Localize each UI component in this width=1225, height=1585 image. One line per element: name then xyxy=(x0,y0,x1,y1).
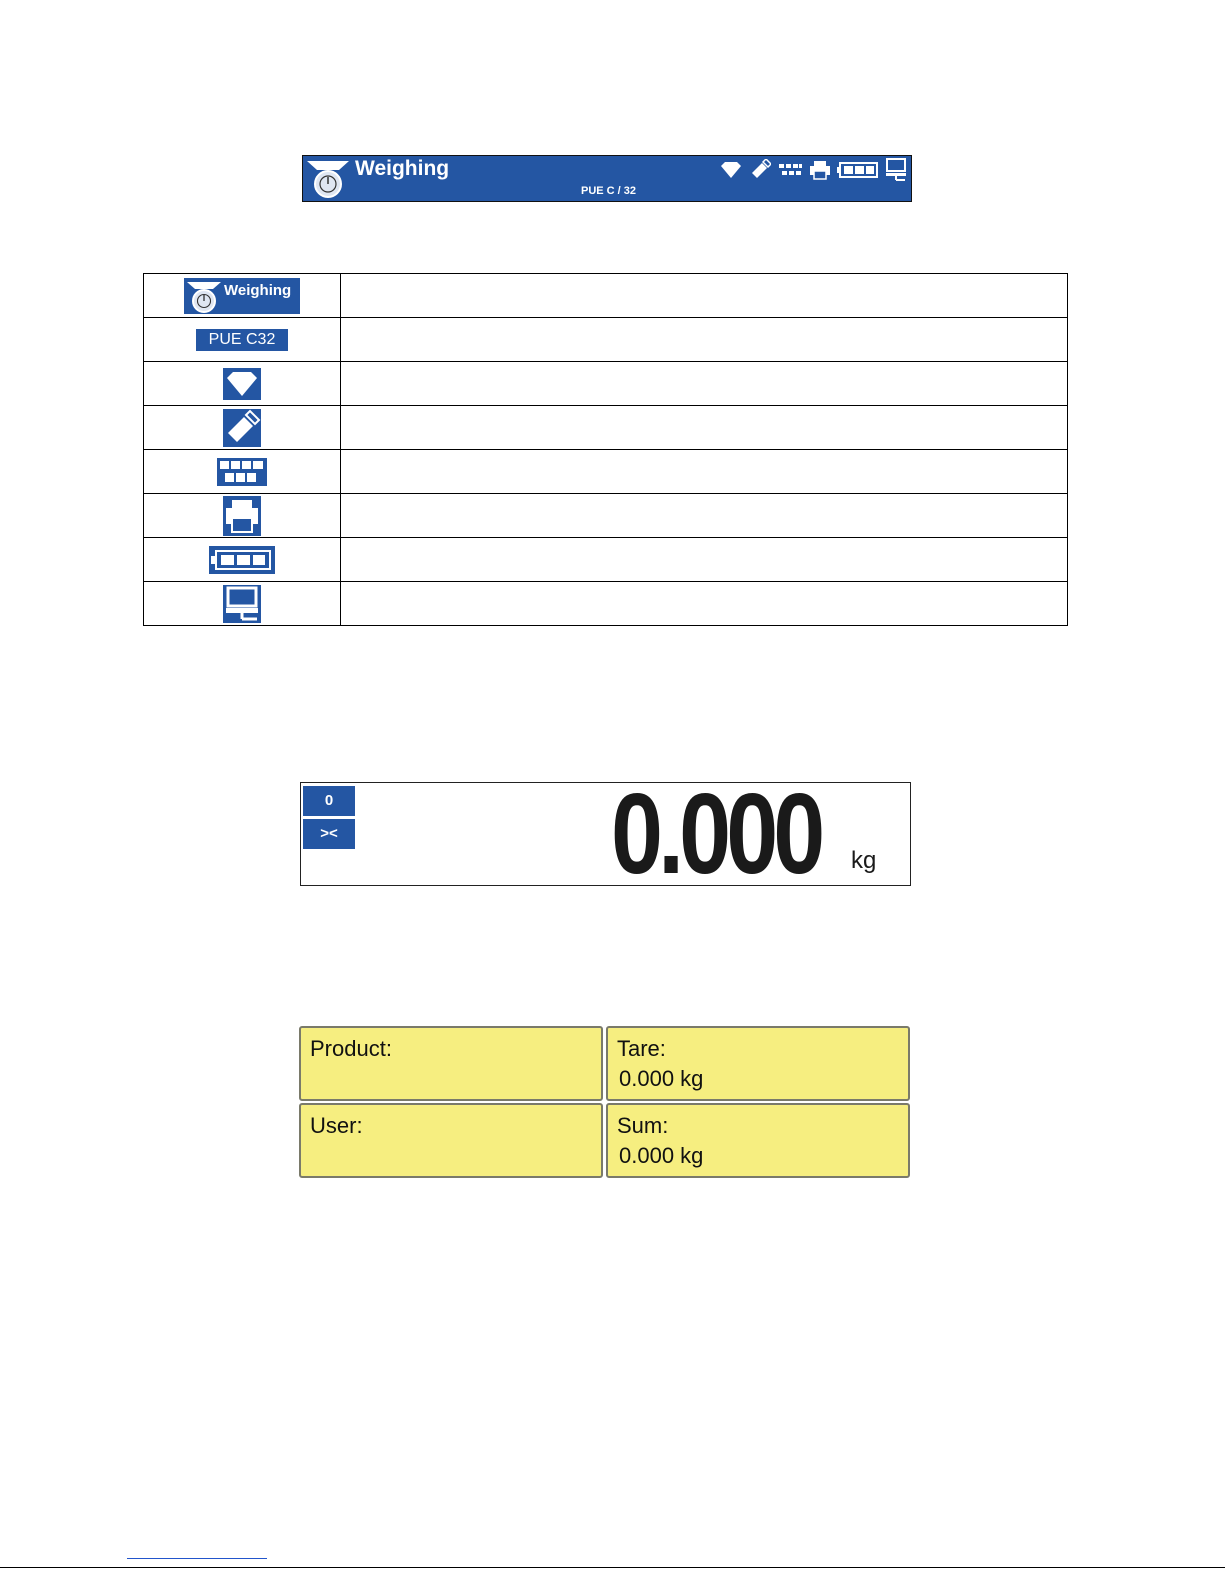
product-label: Product: xyxy=(310,1036,392,1061)
sum-value: 0.000 kg xyxy=(619,1143,704,1168)
computer-icon xyxy=(223,585,261,623)
printer-icon xyxy=(809,160,831,180)
battery-icon xyxy=(209,546,275,574)
table-row xyxy=(144,318,1068,362)
sum-label: Sum: xyxy=(617,1113,669,1138)
title-bar xyxy=(302,155,912,202)
tare-value: 0.000 kg xyxy=(619,1066,704,1091)
battery-icon xyxy=(837,161,879,179)
table-row xyxy=(144,538,1068,582)
description-cell xyxy=(341,538,1068,582)
description-cell xyxy=(341,582,1068,626)
computer-icon xyxy=(885,158,907,182)
wifi-icon xyxy=(223,368,261,400)
scale-icon xyxy=(306,158,350,198)
wifi-icon xyxy=(719,161,743,179)
mode-title: Weighing xyxy=(355,157,450,180)
weighing-badge-label: Weighing xyxy=(224,281,292,299)
usb-flash-icon xyxy=(749,159,771,181)
user-box[interactable] xyxy=(299,1103,603,1178)
table-row xyxy=(144,450,1068,494)
user-label: User: xyxy=(310,1113,363,1138)
zero-indicator: 0 xyxy=(303,786,355,816)
description-cell xyxy=(341,494,1068,538)
description-cell xyxy=(341,362,1068,406)
keyboard-icon xyxy=(777,162,803,178)
model-label: PUE C / 32 xyxy=(581,185,637,197)
footnote-link-underline xyxy=(127,1558,267,1559)
printer-icon xyxy=(223,496,261,536)
table-row xyxy=(144,494,1068,538)
tare-label: Tare: xyxy=(617,1036,666,1061)
description-cell xyxy=(341,450,1068,494)
table-row xyxy=(144,582,1068,626)
table-row xyxy=(144,362,1068,406)
model-badge: PUE C32 xyxy=(196,329,288,351)
description-cell xyxy=(341,318,1068,362)
status-icons xyxy=(719,158,907,182)
page-footer-divider xyxy=(0,1567,1225,1568)
stable-indicator: >< xyxy=(303,819,355,849)
usb-flash-icon xyxy=(223,409,261,447)
keyboard-icon xyxy=(217,458,267,486)
table-row xyxy=(144,406,1068,450)
sum-box[interactable] xyxy=(606,1103,910,1178)
weight-unit: kg xyxy=(851,847,877,874)
icon-legend-table xyxy=(143,273,1068,626)
weighing-mode-icon xyxy=(184,278,300,314)
weight-value: 0.000 xyxy=(611,771,821,898)
table-row xyxy=(144,274,1068,318)
tare-box[interactable] xyxy=(606,1026,910,1101)
product-box[interactable] xyxy=(299,1026,603,1101)
description-cell xyxy=(341,274,1068,318)
description-cell xyxy=(341,406,1068,450)
weight-display xyxy=(300,771,911,898)
